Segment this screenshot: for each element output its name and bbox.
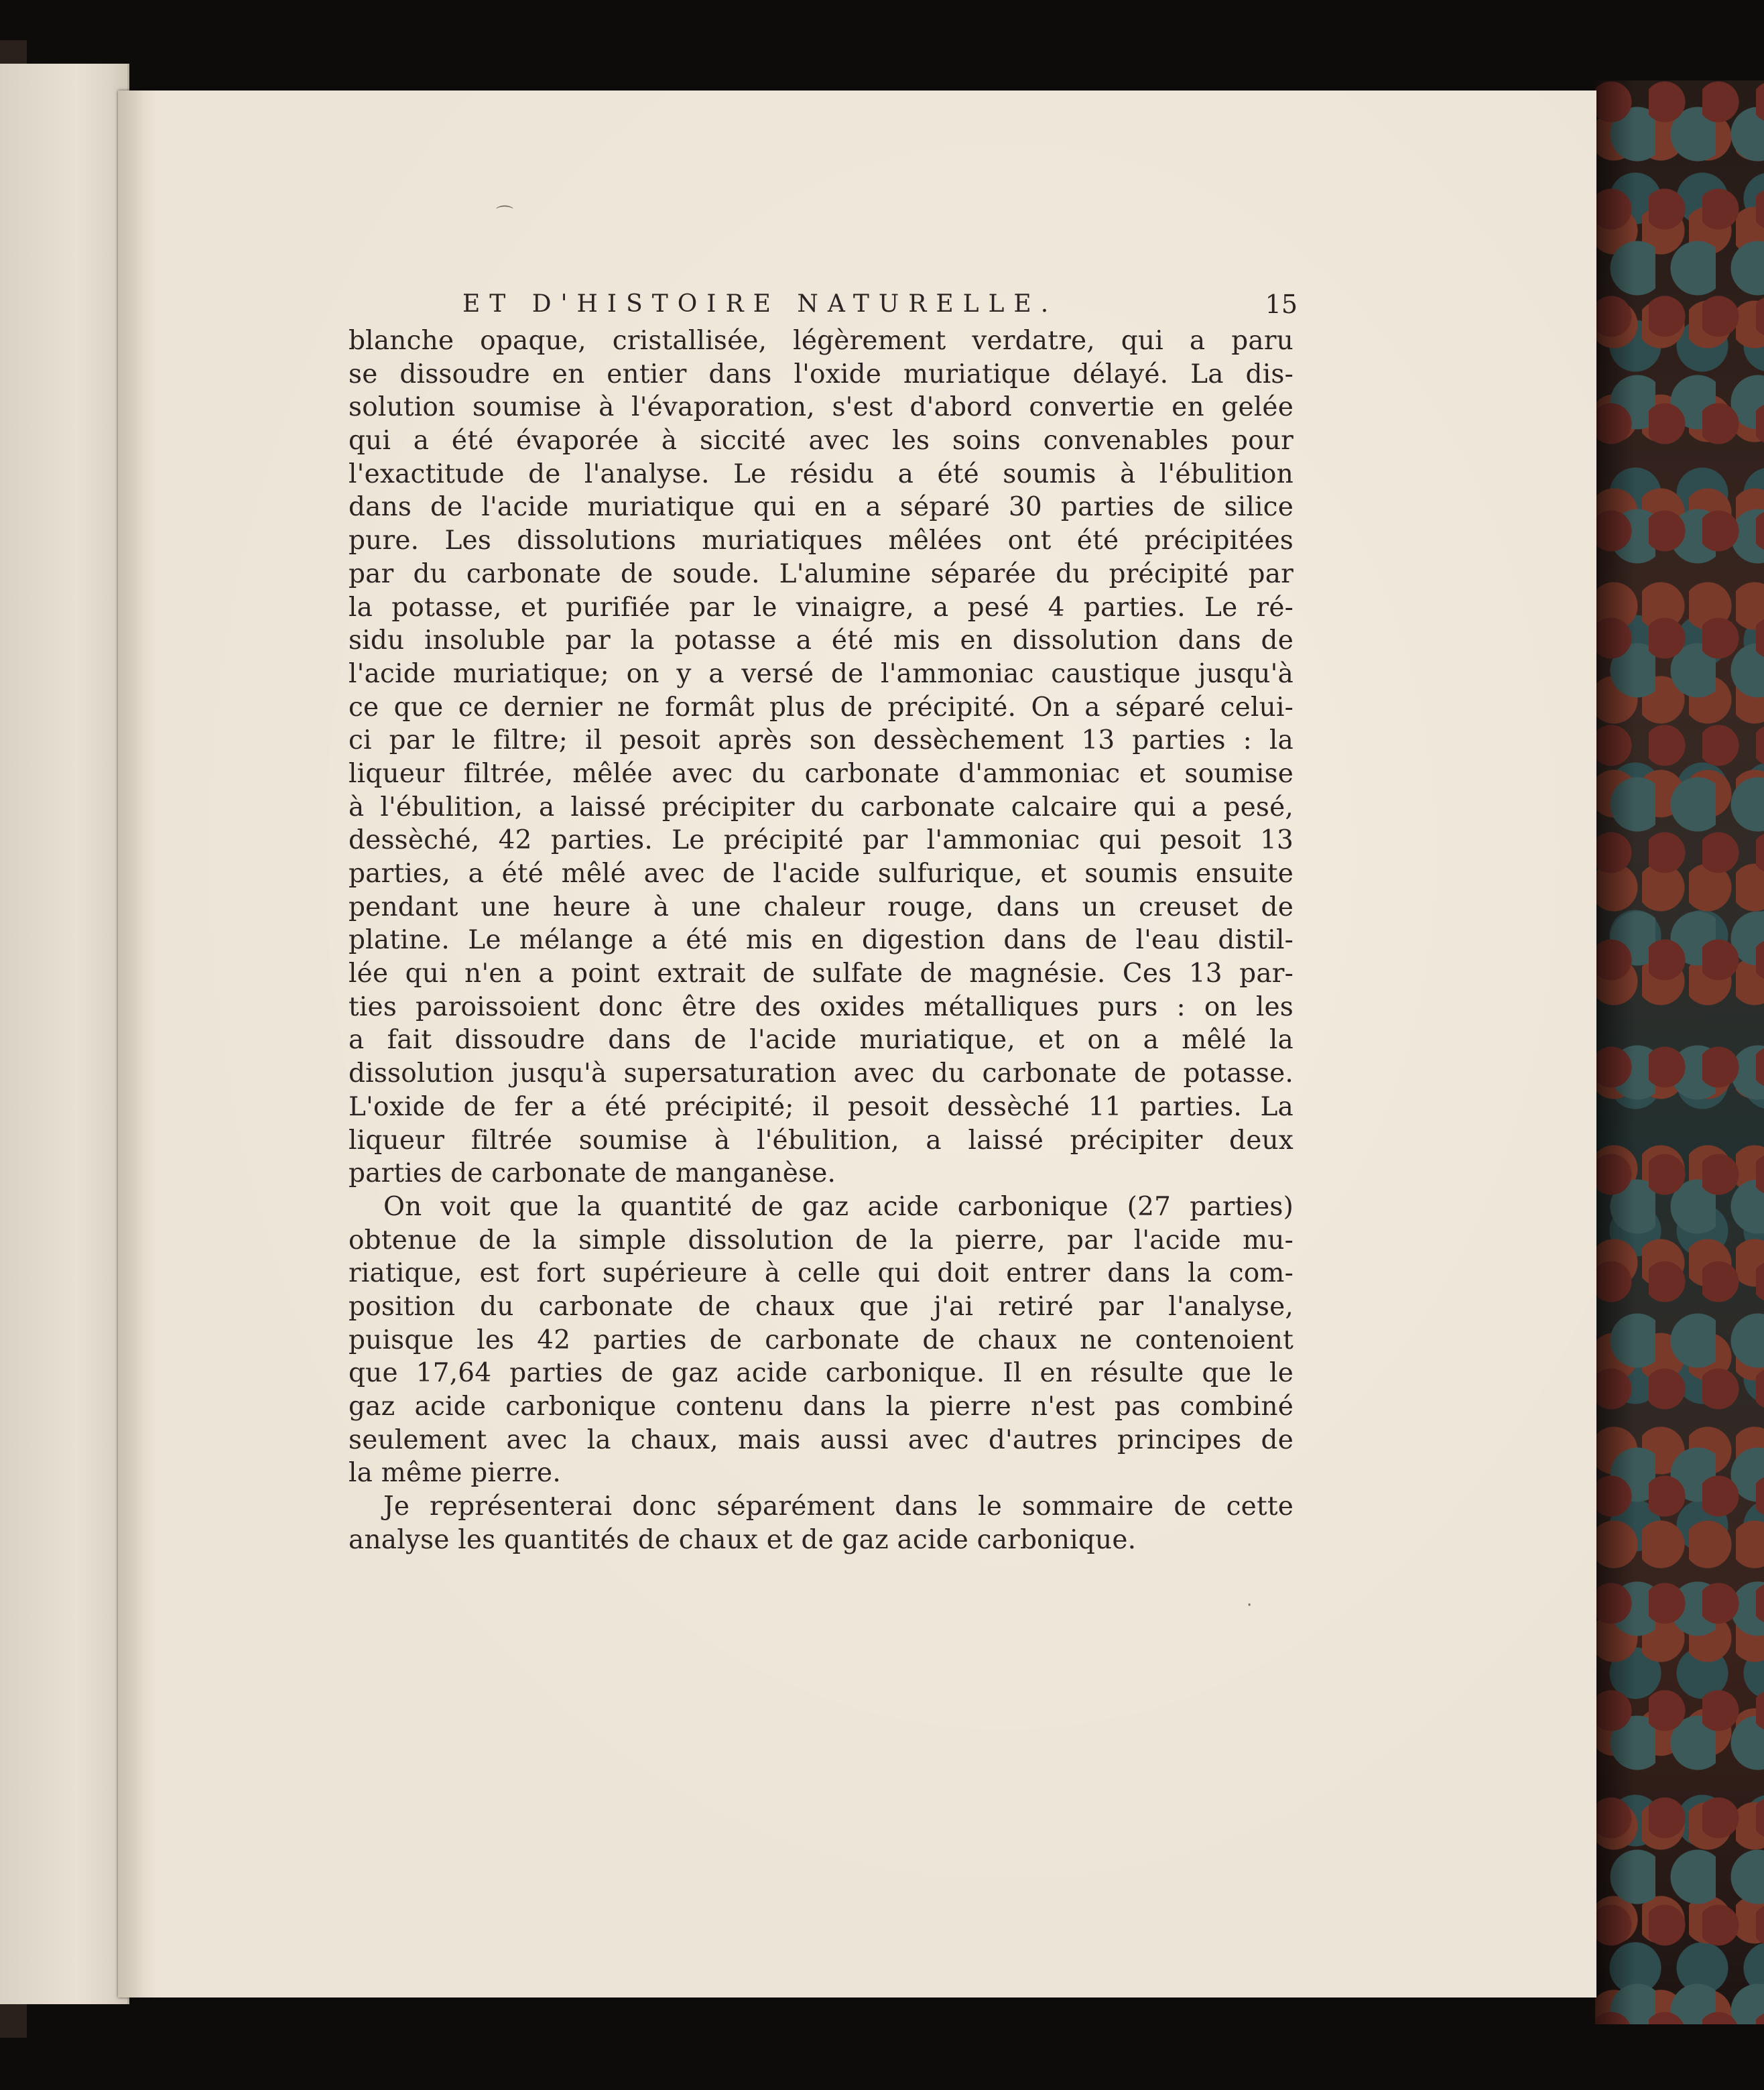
text-line: dissolution jusqu'à supersaturation avec du carbonate de potasse. xyxy=(349,1058,1294,1089)
text-line: dessèché, 42 parties. Le précipité par l'ammoniac qui pesoit 13 xyxy=(349,825,1294,856)
text-line: que 17,64 parties de gaz acide carbonique. Il en résulte que le xyxy=(349,1358,1294,1389)
text-line: lée qui n'en a point extrait de sulfate de magnésie. Ces 13 par- xyxy=(349,959,1294,989)
text-line: se dissoudre en entier dans l'oxide muriatique délayé. La dis- xyxy=(349,359,1294,389)
text-line: On voit que la quantité de gaz acide carbonique (27 parties) xyxy=(383,1191,1294,1222)
page-gutter xyxy=(118,90,145,1997)
text-line: puisque les 42 parties de carbonate de chaux ne contenoient xyxy=(349,1325,1294,1355)
text-line: riatique, est fort supérieure à celle qui doit entrer dans la com- xyxy=(349,1258,1294,1289)
text-line: analyse les quantités de chaux et de gaz acide carbonique. xyxy=(349,1524,1137,1555)
text-line: parties de carbonate de manganèse. xyxy=(349,1158,836,1189)
text-line: ci par le filtre; il pesoit après son dessèchement 13 parties : la xyxy=(349,725,1294,756)
text-line: l'exactitude de l'analyse. Le résidu a été soumis à l'ébulition xyxy=(349,458,1294,489)
paragraph-3 xyxy=(349,1490,1294,1556)
text-line: Je représenterai donc séparément dans le sommaire de cette xyxy=(383,1491,1294,1522)
text-line: platine. Le mélange a été mis en digestion dans de l'eau distil- xyxy=(349,925,1294,956)
text-line: L'oxide de fer a été précipité; il pesoit dessèché 11 parties. La xyxy=(349,1091,1294,1122)
text-line: ce que ce dernier ne formât plus de précipité. On a séparé celui- xyxy=(349,692,1294,723)
text-line: blanche opaque, cristallisée, légèrement verdatre, qui a paru xyxy=(349,326,1294,356)
left-page-edge xyxy=(0,64,129,2004)
paragraph-2 xyxy=(349,1190,1294,1490)
paper-speck: ⌒ xyxy=(496,205,514,225)
text-line: seulement avec la chaux, mais aussi avec d'autres principes de xyxy=(349,1424,1294,1455)
text-line: à l'ébulition, a laissé précipiter du carbonate calcaire qui a pesé, xyxy=(349,792,1294,822)
text-line: liqueur filtrée, mêlée avec du carbonate d'ammoniac et soumise xyxy=(349,758,1294,789)
text-line: pure. Les dissolutions muriatiques mêlées ont été précipitées xyxy=(349,526,1294,556)
text-line: solution soumise à l'évaporation, s'est d'abord convertie en gelée xyxy=(349,392,1294,423)
text-line: l'acide muriatique; on y a versé de l'ammoniac caustique jusqu'à xyxy=(349,658,1294,689)
text-line: la potasse, et purifiée par le vinaigre, a pesé 4 parties. Le ré- xyxy=(349,592,1294,623)
running-head xyxy=(349,288,1298,320)
text-line: ties paroissoient donc être des oxides métalliques purs : on les xyxy=(349,991,1294,1022)
text-line: la même pierre. xyxy=(349,1458,561,1489)
text-line: gaz acide carbonique contenu dans la pierre n'est pas combiné xyxy=(349,1392,1294,1422)
text-line: qui a été évaporée à siccité avec les soins convenables pour xyxy=(349,426,1294,456)
text-line: pendant une heure à une chaleur rouge, dans un creuset de xyxy=(349,892,1294,922)
binding-shadow xyxy=(1595,80,1635,2024)
page-text-block xyxy=(349,288,1298,1556)
text-line: obtenue de la simple dissolution de la pierre, par l'acide mu- xyxy=(349,1225,1294,1255)
text-line: liqueur filtrée soumise à l'ébulition, a laissé précipiter deux xyxy=(349,1125,1294,1156)
paragraph-1 xyxy=(349,324,1294,1190)
text-line: sidu insoluble par la potasse a été mis en dissolution dans de xyxy=(349,625,1294,656)
text-line: dans de l'acide muriatique qui en a séparé 30 parties de silice xyxy=(349,492,1294,523)
text-line: position du carbonate de chaux que j'ai retiré par l'analyse, xyxy=(349,1291,1294,1322)
page-number: 15 xyxy=(1265,290,1298,319)
text-line: a fait dissoudre dans de l'acide muriatique, et on a mêlé la xyxy=(349,1025,1294,1056)
text-line: parties, a été mêlé avec de l'acide sulfurique, et soumis ensuite xyxy=(349,859,1294,889)
running-head-title: ET D'HISTOIRE NATURELLE. xyxy=(462,290,1058,318)
paper-speck: · xyxy=(1247,1595,1253,1615)
text-line: par du carbonate de soude. L'alumine séparée du précipité par xyxy=(349,558,1294,589)
